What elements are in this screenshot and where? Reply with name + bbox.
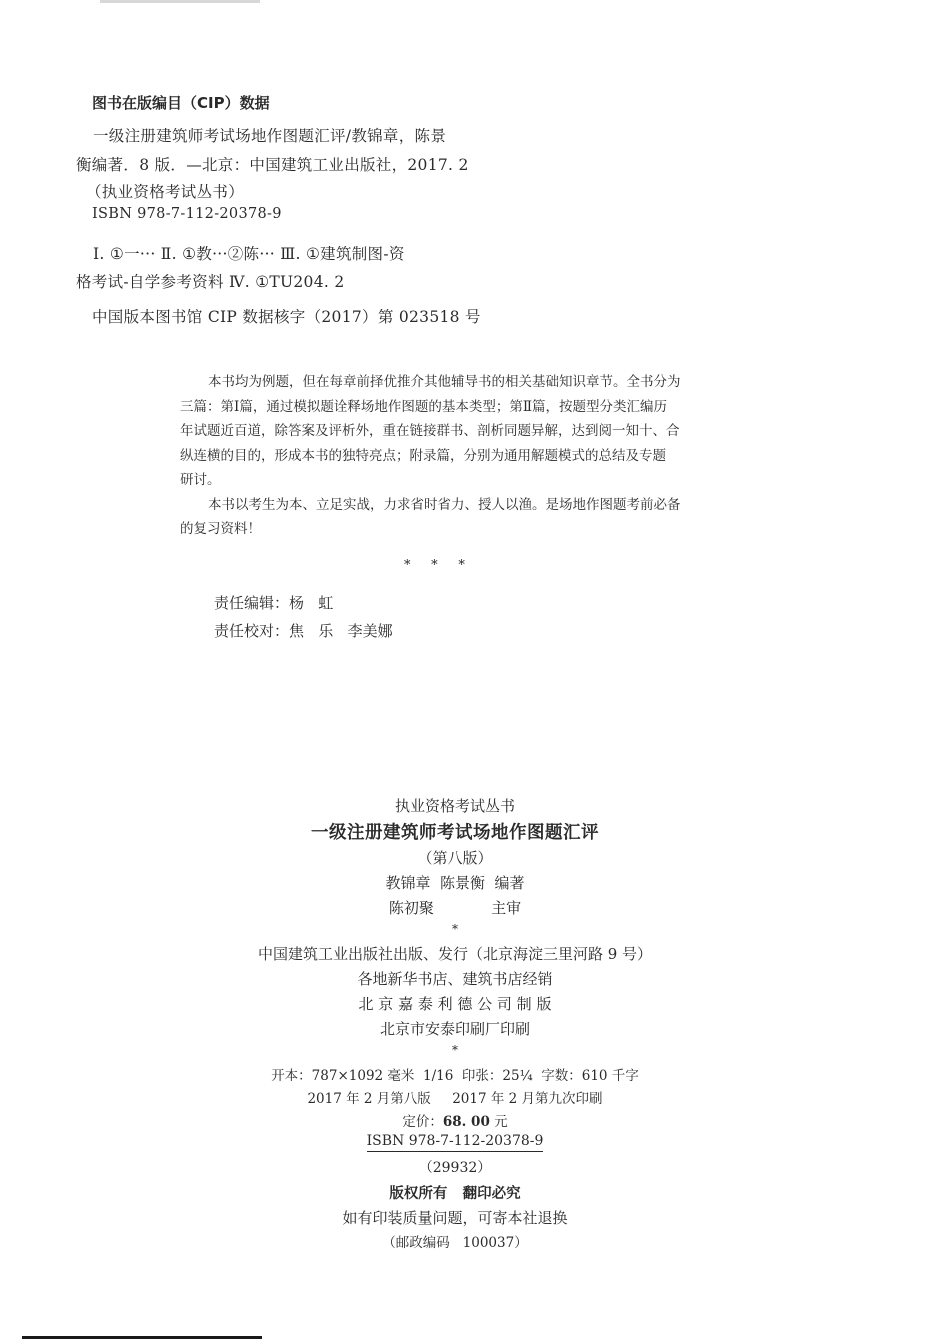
printer: 北京市安泰印刷厂印刷 bbox=[379, 1020, 530, 1038]
price-label: 定价： bbox=[402, 1114, 443, 1130]
cip-isbn: ISBN 978-7-112-20378-9 bbox=[92, 206, 282, 222]
authors: 教锦章 陈景衡 编著 bbox=[385, 874, 525, 892]
scan-edge-bottom bbox=[22, 1336, 262, 1339]
copyright-notice: 版权所有 翻印必究 bbox=[389, 1186, 521, 1202]
cip-series: （执业资格考试丛书） bbox=[86, 183, 245, 201]
colophon-isbn-wrap bbox=[0, 1133, 910, 1149]
publisher: 中国建筑工业出版社出版、发行（北京海淀三里河路 9 号） bbox=[257, 945, 653, 963]
cip-title-line-1: 一级注册建筑师考试场地作图题汇评/教锦章，陈景 bbox=[93, 127, 447, 145]
price-value: 68. 00 bbox=[442, 1114, 490, 1130]
typesetter: 北 京 嘉 泰 利 德 公 司 制 版 bbox=[358, 995, 552, 1013]
colophon-separator: * bbox=[452, 922, 458, 936]
description-line: 本书均为例题，但在每章前择优推介其他辅导书的相关基础知识章节。全书分为 bbox=[208, 374, 681, 390]
section-separator: * * * bbox=[404, 558, 465, 573]
description-line: 研讨。 bbox=[180, 472, 221, 488]
cip-classification-line-1: Ⅰ. ①一··· Ⅱ. ①教···②陈··· Ⅲ. ①建筑制图-资 bbox=[93, 245, 405, 263]
edition: （第八版） bbox=[417, 849, 493, 867]
price bbox=[0, 1110, 910, 1130]
distributor: 各地新华书店、建筑书店经销 bbox=[357, 970, 553, 988]
description-line: 的复习资料！ bbox=[180, 521, 261, 537]
description-line: 本书以考生为本、立足实战，力求省时省力、授人以渔。是场地作图题考前必备 bbox=[208, 496, 681, 513]
cip-title-line-2: 衡编著．8 版．—北京：中国建筑工业出版社，2017. 2 bbox=[76, 156, 469, 174]
book-title: 一级注册建筑师考试场地作图题汇评 bbox=[311, 823, 599, 843]
description-line: 三篇：第Ⅰ篇，通过模拟题诠释场地作图题的基本类型；第Ⅱ篇，按题型分类汇编历 bbox=[180, 398, 668, 415]
print-dates: 2017 年 2 月第八版 2017 年 2 月第九次印刷 bbox=[307, 1091, 603, 1107]
book-code: （29932） bbox=[418, 1160, 492, 1176]
series-name: 执业资格考试丛书 bbox=[394, 797, 515, 815]
cip-heading: 图书在版编目（CIP）数据 bbox=[92, 94, 270, 112]
colophon-separator-2: * bbox=[452, 1043, 458, 1057]
cip-record-number: 中国版本图书馆 CIP 数据核字（2017）第 023518 号 bbox=[92, 308, 481, 326]
return-policy: 如有印装质量问题，可寄本社退换 bbox=[342, 1209, 568, 1227]
responsible-proofreader: 责任校对：焦 乐 李美娜 bbox=[214, 622, 393, 640]
book-description bbox=[180, 370, 740, 542]
description-line: 年试题近百道，除答案及评析外，重在链接群书、剖析同题异解，达到阅一知十、合 bbox=[180, 423, 680, 439]
colophon-isbn: ISBN 978-7-112-20378-9 bbox=[367, 1133, 544, 1152]
price-unit: 元 bbox=[489, 1114, 508, 1130]
format-info: 开本：787×1092 毫米 1/16 印张：25¼ 字数：610 千字 bbox=[271, 1068, 639, 1084]
chief-reviewer: 陈初聚 主审 bbox=[388, 899, 522, 917]
responsible-editor: 责任编辑：杨 虹 bbox=[214, 594, 334, 612]
postal-code: （邮政编码 100037） bbox=[382, 1235, 528, 1251]
cip-classification-line-2: 格考试-自学参考资料 Ⅳ. ①TU204. 2 bbox=[76, 273, 345, 291]
scan-edge-top bbox=[100, 0, 260, 3]
description-line: 纵连横的目的，形成本书的独特亮点；附录篇，分别为通用解题模式的总结及专题 bbox=[180, 447, 666, 464]
